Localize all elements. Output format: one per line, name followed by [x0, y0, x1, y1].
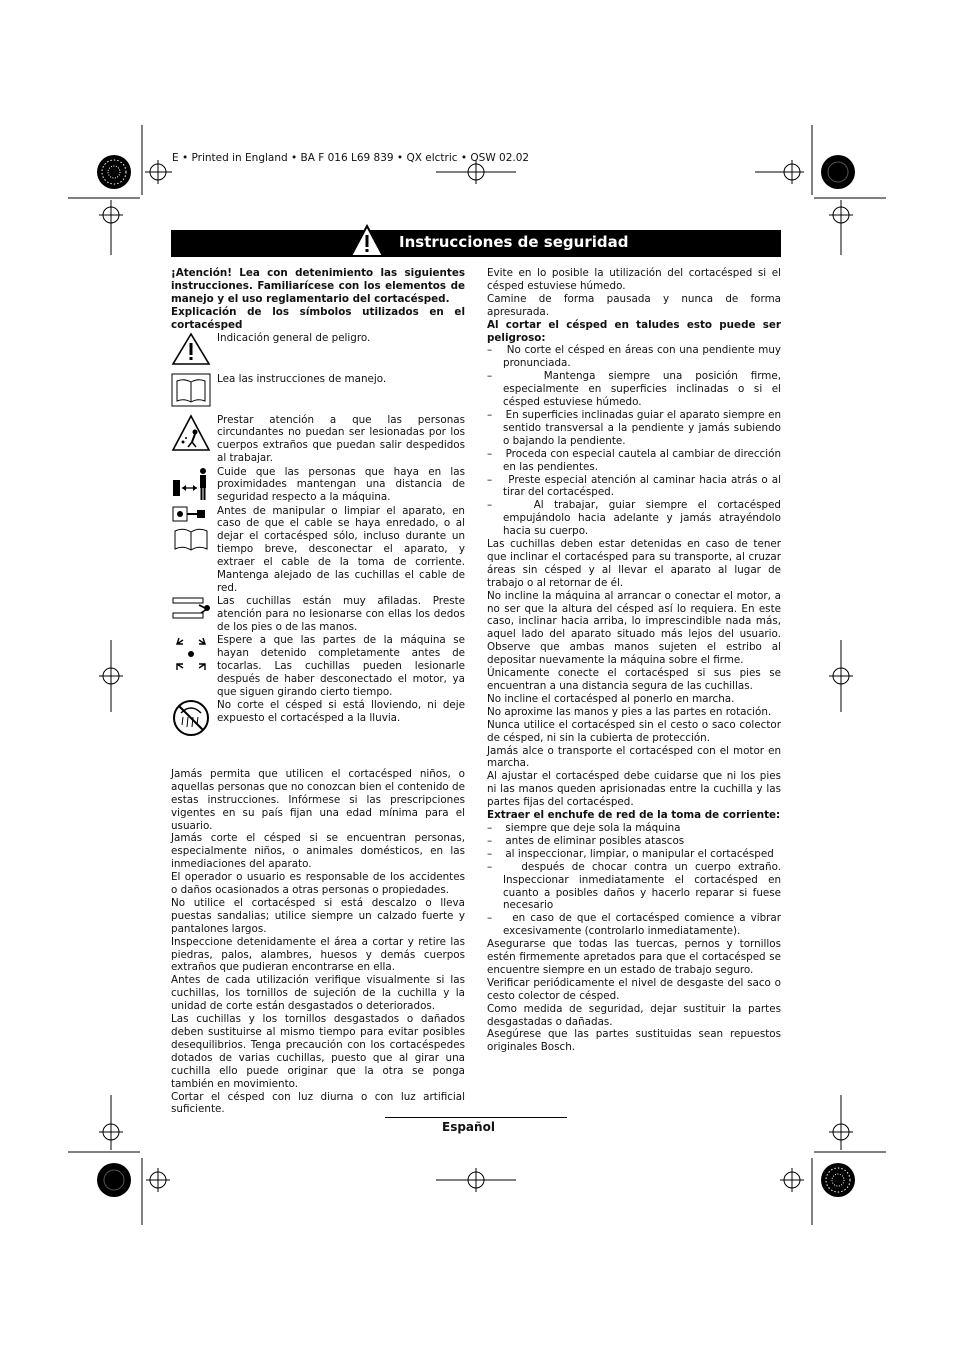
- list-item: – Preste especial atención al caminar hacia atrás o al tirar del cortacésped.: [487, 473, 781, 499]
- section-title-bar: [171, 230, 781, 257]
- symbol-row: Espere a que las partes de la máquina se hayan detenido completamente antes de tocarlas. Las cuchillas pueden lesionarle después de haber desconectado el motor, ya que siguen girando cierto tiempo.: [171, 634, 465, 699]
- paragraph: Las cuchillas deben estar detenidas en caso de tener que inclinar el cortacésped para su transporte, al cruzar áreas sin césped y al llevar el aparato al lugar de trabajo o al retornar de él.: [487, 538, 781, 589]
- paragraph: No incline la máquina al arrancar o conectar el motor, a no ser que la altura del césped así lo requiera. En este caso, inclinar hacia arriba, lo imprescindible nada más, aquel lado del aparato situado más lejos del usuario. Observe que ambas manos sujeten el estribo al depositar nuevamente la máquina sobre el firme.: [487, 589, 781, 667]
- danger-triangle-icon: [171, 332, 211, 366]
- list-item: – En superficies inclinadas guiar el aparato siempre en sentido transversal a la pendiente y jamás subiendo o bajando la pendiente.: [487, 408, 781, 447]
- paragraph: No incline el cortacésped al ponerlo en marcha.: [487, 692, 735, 705]
- list-item: – Mantenga siempre una posición firme, especialmente en superficies inclinadas o si el césped estuviese húmedo.: [487, 370, 782, 409]
- print-info-line: E • Printed in England • BA F 016 L69 839 • QX elctric • OSW 02.02: [172, 152, 530, 164]
- safety-distance-icon: [171, 466, 211, 502]
- symbol-row: No corte el césped si está lloviendo, ni deje expuesto el cortacésped a la lluvia.: [171, 699, 465, 738]
- paragraph: Camine de forma pausada y nunca de forma apresurada.: [487, 292, 781, 318]
- right-column: [487, 267, 781, 1054]
- paragraph: No aproxime las manos y pies a las partes en rotación.: [487, 705, 772, 718]
- paragraph: Nunca utilice el cortacésped sin el cesto o saco colector de césped, ni sin la cubierta de protección.: [487, 718, 781, 744]
- paragraph: El operador o usuario es responsable de los accidentes o daños ocasionados a otras personas o propiedades.: [171, 871, 465, 897]
- list-item: – No corte el césped en áreas con una pendiente muy pronunciada.: [487, 344, 781, 370]
- list-item: – Al trabajar, guiar siempre el cortacésped empujándolo hacia adelante y jamás atrayéndolo hacia su cuerpo.: [487, 499, 782, 538]
- paragraph: Asegurarse que todas las tuercas, pernos y tornillos estén firmemente apretados para que el cortacésped se encuentre siempre en un estado de trabajo seguro.: [487, 938, 781, 976]
- symbol-row: Prestar atención a que las personas circundantes no puedan ser lesionadas por los cuerpos extraños que puedan salir despedidos al trabajar.: [171, 414, 465, 466]
- paragraph: Como medida de seguridad, dejar sustituir la partes desgastadas o dañadas.: [487, 1002, 781, 1028]
- symbol-row: Cuide que las personas que haya en las proximidades mantengan una distancia de seguridad respecto a la máquina.: [171, 466, 465, 505]
- no-rain-icon: [171, 699, 211, 737]
- paragraph: Jamás corte el césped si se encuentran personas, especialmente niños, o animales domésticos, en las inmediaciones del aparato.: [171, 832, 465, 871]
- unplug-before-maintenance-icon: [171, 505, 211, 553]
- manual-book-icon: [171, 373, 211, 407]
- warning-triangle-icon: [349, 224, 385, 258]
- paragraph: Evite en lo posible la utilización del cortacésped si el césped estuviese húmedo.: [487, 267, 781, 292]
- intro-warning: ¡Atención! Lea con detenimiento las siguientes instrucciones. Familiarícese con los elementos de manejo y el uso reglamentario del cortacésped.: [171, 267, 465, 305]
- paragraph: Las cuchillas y los tornillos desgastados o dañados deben sustituirse al mismo tiempo para evitar posibles desequilibrios. Tenga precaución con los cortacéspedes dotados de varias cuchillas, puesto que al girar una cuchilla ello puede originar que la otra se ponga también en movimiento.: [171, 1013, 465, 1090]
- footer-rule: [385, 1117, 567, 1118]
- paragraph: Jamás alce o transporte el cortacésped con el motor en marcha.: [487, 744, 781, 770]
- list-item: – Proceda con especial cautela al cambiar de dirección en las pendientes.: [487, 447, 781, 473]
- paragraph: Jamás permita que utilicen el cortacésped niños, o aquellas personas que no conozcan bien el contenido de estas instrucciones. Infórmese si las prescripciones vigentes en su país fijan una edad mínima para el usuario.: [171, 767, 465, 832]
- footer-language: Español: [442, 1120, 495, 1134]
- paragraph: Asegúrese que las partes sustituidas sean repuestos originales Bosch.: [487, 1028, 781, 1054]
- rotating-blade-icon: [171, 634, 211, 674]
- paragraph: Al ajustar el cortacésped debe cuidarse que ni los pies ni las manos queden aprisionadas entre la cuchilla y las partes fijas del cortacésped.: [487, 770, 781, 809]
- left-column: [171, 267, 465, 1116]
- paragraph: Antes de cada utilización verifique visualmente si las cuchillas, los tornillos de sujeción de la cuchilla y la unidad de corte están desgastados o deteriorados.: [171, 974, 465, 1013]
- list-item: – al inspeccionar, limpiar, o manipular el cortacésped: [487, 847, 774, 860]
- slopes-heading: Al cortar el césped en taludes esto puede ser peligroso:: [487, 318, 781, 344]
- symbol-row: Lea las instrucciones de manejo.: [171, 373, 465, 414]
- symbol-row: Antes de manipular o limpiar el aparato, en caso de que el cable se haya enredado, o al dejar el cortacésped sólo, incluso durante un tiempo breve, desconectar el aparato, y extraer el cable de la toma de corriente. Mantenga alejado de las cuchillas el cable de red.: [171, 505, 465, 595]
- paragraph: Cortar el césped con luz diurna o con luz artificial suficiente.: [171, 1090, 465, 1116]
- symbol-row: Las cuchillas están muy afiladas. Preste atención para no lesionarse con ellas los dedos de los pies o de las manos.: [171, 595, 465, 634]
- paragraph: Únicamente conecte el cortacésped si sus pies se encuentran a una distancia segura de las cuchillas.: [487, 667, 781, 692]
- list-item: – en caso de que el cortacésped comience a vibrar excesivamente (controlarlo inmediatamente).: [487, 912, 781, 938]
- page-title: Instrucciones de seguridad: [399, 233, 629, 251]
- list-item: – después de chocar contra un cuerpo extraño. Inspeccionar inmediatamente el cortacésped en cuanto a posibles daños y hacerlo reparar si fuese necesario: [487, 860, 781, 912]
- paragraph: Inspeccione detenidamente el área a cortar y retire las piedras, palos, alambres, huesos y demás cuerpos extraños que pudieran encontrarse en ella.: [171, 935, 465, 974]
- sharp-blades-icon: [171, 595, 211, 625]
- symbol-row: Indicación general de peligro.: [171, 332, 465, 373]
- paragraph: Verificar periódicamente el nivel de desgaste del saco o cesto colector de césped.: [487, 976, 781, 1002]
- symbols-heading: Explicación de los símbolos utilizados en el cortacésped: [171, 305, 465, 331]
- paragraph: No utilice el cortacésped si está descalzo o lleva puestas sandalias; utilice siempre un calzado fuerte y pantalones largos.: [171, 896, 465, 935]
- thrown-objects-icon: [171, 414, 211, 452]
- list-item: – siempre que deje sola la máquina: [487, 821, 681, 834]
- list-item: – antes de eliminar posibles atascos: [487, 834, 685, 847]
- plug-heading: Extraer el enchufe de red de la toma de corriente:: [487, 809, 781, 822]
